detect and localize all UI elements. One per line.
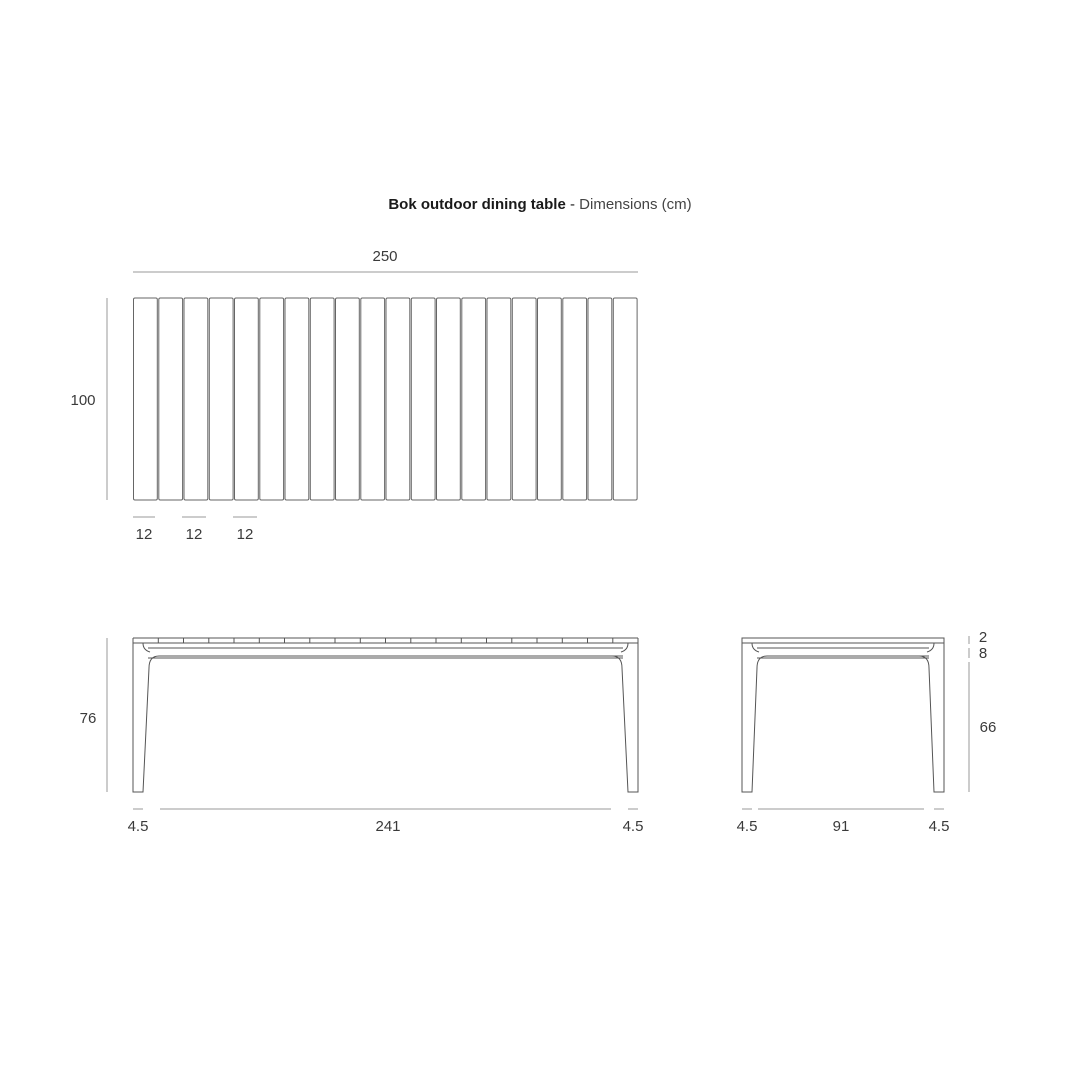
end-right-leg (919, 643, 944, 792)
tabletop-slat (487, 298, 511, 500)
height-label: 76 (79, 710, 97, 727)
length-label: 250 (372, 248, 398, 265)
span-label: 241 (375, 818, 401, 835)
title-product-name: Bok outdoor dining table (388, 196, 566, 213)
tabletop-slat (260, 298, 284, 500)
end-leg-right-label: 4.5 (928, 818, 950, 835)
tabletop-slat (235, 298, 259, 500)
tabletop-slat-gaps (158, 638, 613, 643)
width-label: 100 (70, 392, 96, 409)
tabletop-slat (588, 298, 612, 500)
tabletop-slat (159, 298, 183, 500)
tabletop-slat (437, 298, 461, 500)
slat-width-label: 12 (135, 526, 153, 543)
tabletop-slat (361, 298, 385, 500)
title-subtitle: Dimensions (cm) (579, 196, 692, 213)
tabletop-slat (336, 298, 360, 500)
leg-left-label: 4.5 (127, 818, 149, 835)
top-thickness-label: 2 (978, 629, 988, 646)
top-view-slats (134, 298, 638, 500)
end-view (737, 629, 997, 835)
apron-label: 8 (978, 645, 988, 662)
title-separator: - (565, 196, 580, 213)
side-view (80, 638, 644, 835)
tabletop-slat (285, 298, 309, 500)
end-leg-left-label: 4.5 (736, 818, 758, 835)
tabletop-slat (613, 298, 637, 500)
drawing-title (0, 196, 1080, 213)
slat-width-label: 12 (236, 526, 254, 543)
slat-width-label: 12 (185, 526, 203, 543)
tabletop-slat (538, 298, 562, 500)
tabletop-slat (209, 298, 233, 500)
leg-right-label: 4.5 (622, 818, 644, 835)
tabletop-slat (411, 298, 435, 500)
right-leg (612, 643, 638, 792)
tabletop-slat (310, 298, 334, 500)
tabletop-slat (563, 298, 587, 500)
tabletop-slat (512, 298, 536, 500)
top-view (70, 248, 638, 543)
tabletop-slat (462, 298, 486, 500)
leg-height-label: 66 (979, 719, 997, 736)
end-span-label: 91 (832, 818, 850, 835)
end-tabletop (742, 638, 944, 643)
left-leg (133, 643, 623, 792)
tabletop-slat (134, 298, 158, 500)
tabletop-slat (184, 298, 208, 500)
tabletop-slat (386, 298, 410, 500)
end-left-leg (742, 643, 929, 792)
